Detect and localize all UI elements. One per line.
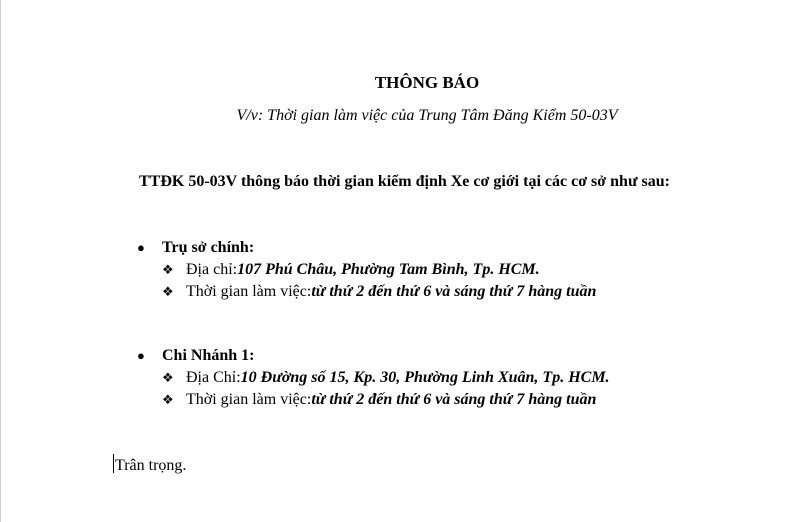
diamond-bullet-icon: ❖	[162, 263, 174, 278]
address-value: 10 Đường số 15, Kp. 30, Phường Linh Xuân, Tp. HCM.	[240, 369, 610, 386]
bullet-icon: ●	[137, 240, 145, 255]
document-subtitle: V/v: Thời gian làm việc của Trung Tâm Đăng Kiểm 50-03V	[236, 107, 618, 124]
intro-paragraph: TTĐK 50-03V thông báo thời gian kiểm định Xe cơ giới tại các cơ sở như sau:	[139, 173, 670, 190]
hours-label: Thời gian làm việc:	[186, 283, 312, 300]
section-heading-row	[137, 237, 596, 259]
document-title: THÔNG BÁO	[374, 73, 480, 92]
closing-line	[113, 454, 186, 476]
address-value: 107 Phú Châu, Phường Tam Bình, Tp. HCM.	[237, 261, 540, 278]
section-heading-row	[137, 345, 610, 367]
diamond-bullet-icon: ❖	[162, 371, 174, 386]
address-line	[137, 259, 596, 281]
address-label: Địa Chỉ:	[186, 369, 241, 386]
section-branch-1	[137, 345, 610, 411]
hours-value: từ thứ 2 đến thứ 6 và sáng thứ 7 hàng tuần	[311, 391, 597, 408]
hours-label: Thời gian làm việc:	[186, 391, 312, 408]
diamond-bullet-icon: ❖	[162, 393, 174, 408]
hours-value: từ thứ 2 đến thứ 6 và sáng thứ 7 hàng tuần	[311, 283, 597, 300]
address-label: Địa chỉ:	[186, 261, 238, 278]
section-heading: Trụ sở chính:	[162, 239, 255, 256]
text-cursor	[113, 454, 114, 473]
hours-line	[137, 389, 610, 411]
section-head-office	[137, 237, 596, 303]
section-heading: Chi Nhánh 1:	[162, 347, 255, 364]
address-line	[137, 367, 610, 389]
hours-line	[137, 281, 596, 303]
bullet-icon: ●	[137, 348, 145, 363]
diamond-bullet-icon: ❖	[162, 285, 174, 300]
closing-text: Trân trọng.	[115, 457, 187, 474]
